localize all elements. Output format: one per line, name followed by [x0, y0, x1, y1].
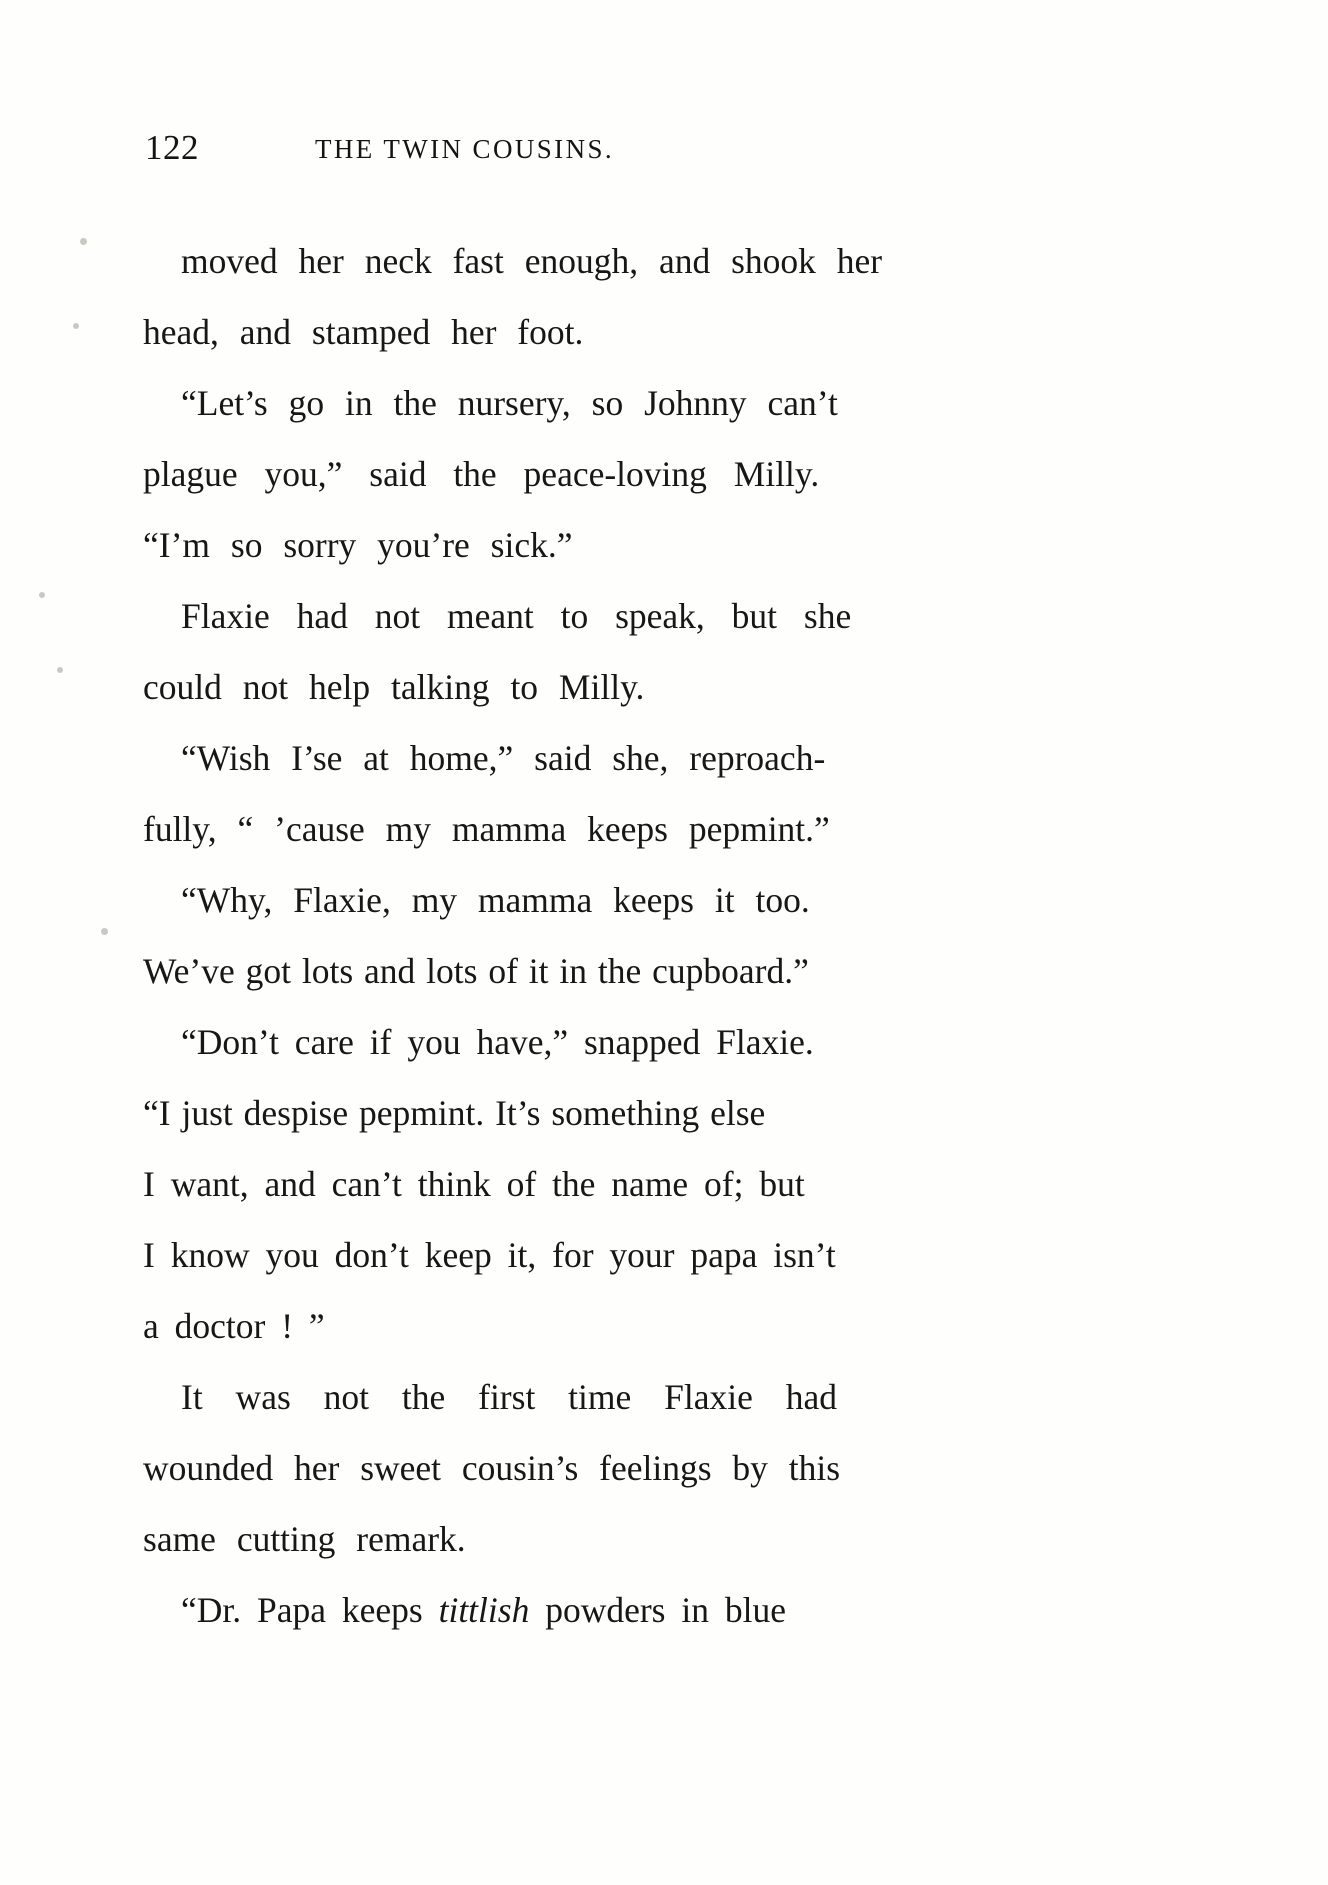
line-text: could not help talking to Milly.: [143, 667, 645, 707]
line-text: “Wish I’se at home,” said she, reproach-: [181, 738, 826, 778]
paper-speck: [73, 323, 79, 329]
text-line: [143, 510, 1148, 581]
text-line: [143, 1362, 1148, 1433]
text-line: [143, 1078, 1148, 1149]
line-text: I know you don’t keep it, for your papa isn’t: [143, 1235, 836, 1275]
line-text: head, and stamped her foot.: [143, 312, 584, 352]
line-text: a doctor ! ”: [143, 1306, 325, 1346]
line-text: moved her neck fast enough, and shook her: [181, 241, 883, 281]
line-text: “Why, Flaxie, my mamma keeps it too.: [181, 880, 810, 920]
line-text: It was not the first time Flaxie had: [181, 1377, 838, 1417]
line-text: “Don’t care if you have,” snapped Flaxie.: [181, 1022, 814, 1062]
line-text: “I’m so sorry you’re sick.”: [143, 525, 573, 565]
text-line: [143, 1220, 1148, 1291]
text-line: [143, 652, 1148, 723]
text-line: [143, 368, 1148, 439]
paper-speck: [39, 592, 45, 598]
page-number: 122: [145, 128, 199, 167]
paper-speck: [57, 667, 63, 673]
line-text: “I just despise pepmint. It’s something else: [143, 1093, 766, 1133]
text-line: [143, 723, 1148, 794]
line-text: fully, “ ’cause my mamma keeps pepmint.”: [143, 809, 830, 849]
line-text: I want, and can’t think of the name of; but: [143, 1164, 805, 1204]
text-line: [143, 1149, 1148, 1220]
line-text-before: “Dr. Papa keeps: [181, 1590, 439, 1630]
text-line: [143, 1291, 1148, 1362]
running-head: THE TWIN COUSINS.: [315, 134, 615, 164]
text-line: [143, 1007, 1148, 1078]
page-header: [145, 128, 1185, 168]
text-line: [143, 581, 1148, 652]
text-line: [143, 1504, 1148, 1575]
text-line: [143, 794, 1148, 865]
text-line: [143, 297, 1148, 368]
text-line: [143, 226, 1148, 297]
paper-speck: [80, 238, 87, 245]
body-text: [143, 226, 1148, 1646]
line-text: plague you,” said the peace-loving Milly.: [143, 454, 820, 494]
text-line: [143, 865, 1148, 936]
line-text: same cutting remark.: [143, 1519, 466, 1559]
emphasized-word: tittlish: [438, 1590, 530, 1630]
text-line: [143, 936, 1148, 1007]
text-line-final: [143, 1575, 1148, 1646]
line-text: “Let’s go in the nursery, so Johnny can’t: [181, 383, 838, 423]
line-text: We’ve got lots and lots of it in the cupboard.”: [143, 951, 809, 991]
line-text-after: powders in blue: [529, 1590, 786, 1630]
line-text: Flaxie had not meant to speak, but she: [181, 596, 852, 636]
text-line: [143, 1433, 1148, 1504]
paper-speck: [101, 928, 108, 935]
line-text: wounded her sweet cousin’s feelings by this: [143, 1448, 841, 1488]
text-line: [143, 439, 1148, 510]
